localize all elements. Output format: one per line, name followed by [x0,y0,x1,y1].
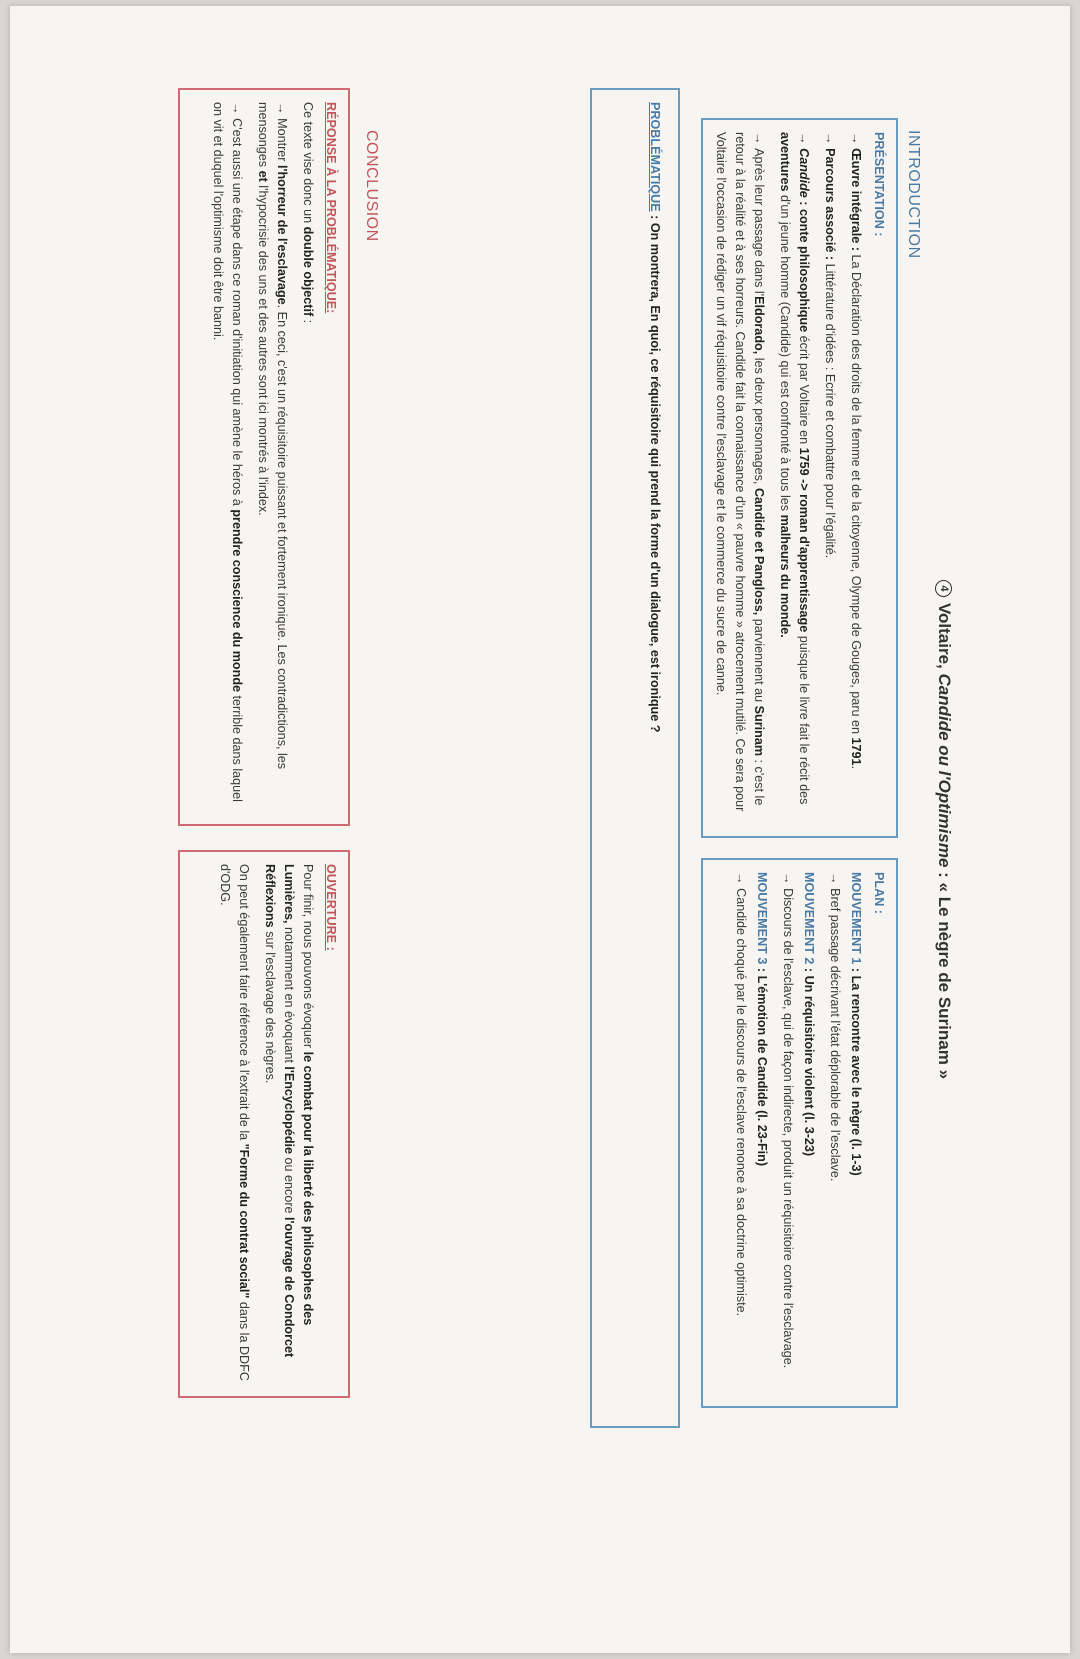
oeuvre-text: La Déclaration des droits de la femme et de la citoyenne, Olympe de Gouges, paru en [849,254,863,738]
candide-malheurs: malheurs du monde. [778,514,792,638]
apres-names: Candide et Pangloss, [752,487,766,616]
apres-line [711,132,768,824]
ouverture-box [178,850,350,1398]
candide-year: 1759 -> roman d'apprentissage [797,447,811,633]
apres-eldorado: Eldorado, [752,296,766,355]
movement-1-title [846,872,865,1394]
presentation-heading: PRÉSENTATION : [872,132,886,237]
reponse-p2-text-2: . En ceci, c'est un réquisitoire puissant et fortement ironique. Les contradictions, les mensonges [256,102,289,770]
candide-text-2: puisque le livre fait le récit des [797,632,811,805]
candide-title: Candide [797,148,811,198]
problematique-box [590,88,680,1428]
parcours-label: Parcours associé : [823,148,837,264]
movement-2-title [799,872,818,1394]
parcours-text: Littérature d'idées : Ecrire et combattre pour l'égalité. [823,263,837,559]
plan-heading: PLAN : [872,872,886,914]
reponse-p3-bold: prendre conscience du monde [230,509,244,693]
plan-box [701,858,898,1408]
ouverture-text-3: ou encore [282,1154,296,1218]
ouverture-bold-4: "Forme du contrat social" [237,1143,251,1299]
movement-2-name: : Un réquisitoire violent (l. 3-23) [802,964,816,1157]
reponse-box [178,88,350,826]
reponse-p3-text-1: → C'est aussi une étape dans ce roman d'initiation qui amène le héros à [230,102,244,510]
movement-2-desc: → Discours de l'esclave, qui de façon indirecte, produit un réquisitoire contre l'esclavage. [781,872,795,1369]
reponse-heading: RÉPONSE À LA PROBLÉMATIQUE: [324,102,338,314]
rotated-page [10,6,1070,1653]
paper-sheet [10,6,1070,1653]
reponse-point-2 [208,102,246,812]
ouverture-heading: OUVERTURE : [324,864,338,951]
title-author: Voltaire, [935,602,954,674]
conclusion-label: CONCLUSION [363,130,380,242]
movement-3-title [752,872,771,1394]
reponse-p3-text-2: terrible dans laquel on vit et duquel l'optimisme doit être banni. [211,102,244,802]
ouverture-text-6: dans la DDFC d'ODG. [218,864,251,1381]
apres-text-1: Après leur passage dans l' [752,148,766,297]
parcours-line [820,132,839,824]
ouverture-text-1: Pour finir, nous pouvons évoquer [301,864,315,1052]
candide-line [775,132,813,824]
reponse-text-1: Ce texte vise donc un [301,102,315,227]
candide-text-3: d'un jeune homme (Candide) qui est confronté à tous les [778,191,792,515]
page-title [934,6,954,1653]
movement-1-desc: → Bref passage décrivant l'état déplorable de l'esclave. [828,872,842,1182]
title-number: 4 [935,580,952,597]
movement-3-name: : L'émotion de Candide (l. 23-Fin) [755,964,769,1167]
oeuvre-year: 1791 [849,737,863,766]
ouverture-text-5: On peut également faire référence à l'extrait de la [237,864,251,1144]
apres-surinam: Surinam [752,705,766,757]
reponse-intro [298,102,317,812]
movement-1-name: : La rencontre avec le nègre (l. 1-3) [849,964,863,1176]
problematique-label: PROBLÉMATIQUE [648,102,662,212]
candide-genre: : conte philosophique [797,197,811,333]
ouverture-para-2 [215,864,253,1384]
oeuvre-label: Œuvre intégrale : [849,148,863,255]
ouverture-bold-1: le combat pour la liberté des philosophes des Lumières, [282,864,315,1326]
ouverture-bold-2: l'Encyclopédie [282,1066,296,1155]
oeuvre-end: . [849,765,863,770]
candide-text-1: écrit par Voltaire en [797,332,811,448]
arrow-icon: → [797,132,811,149]
ouverture-text-4: sur l'esclavage des nègres. [263,927,277,1084]
apres-text-4: : c'est le retour à la réalité et à ses horreurs. Candide fait la connaissance d'un « pauvre homme » atrocement mutilé. Ce sera pour Voltaire l'occasion de rédiger un vif réquisitoire contre l'esclavage et le commerce du sucre de canne. [714,132,766,812]
ouverture-text-2: notamment en évoquant [282,923,296,1067]
reponse-p2-text-1: → Montrer [275,102,289,165]
oeuvre-line [846,132,865,824]
reponse-point-1 [253,102,291,812]
apres-text-3: parviennent au [752,615,766,706]
movement-3-desc: → Candide choqué par le discours de l'esclave renonce à sa doctrine optimiste. [734,872,748,1317]
arrow-icon: → [823,132,837,149]
reponse-colon: : [301,316,315,324]
movement-3-label: MOUVEMENT 3 [755,872,769,965]
reponse-p2-text-3: l'hypocrisie des uns et des autres sont ici montrés à l'index. [256,181,270,516]
reponse-double-objectif: double objectif [301,226,315,317]
problematique-text: : On montrera, En quoi, ce réquisitoire qui prend la forme d'un dialogue, est ironique ? [648,211,662,733]
arrow-icon: → [849,132,863,149]
apres-text-2: les deux personnages, [752,354,766,488]
movement-1-label: MOUVEMENT 1 [849,872,863,965]
reponse-p2-bold: l'horreur de l'esclavage [275,164,289,305]
presentation-box [701,118,898,838]
title-rest: : « Le nègre de Surinam » [935,867,954,1080]
movement-2-label: MOUVEMENT 2 [802,872,816,965]
title-work: Candide ou l'Optimisme [935,673,954,868]
introduction-label: INTRODUCTION [905,130,922,259]
ouverture-para-1 [260,864,317,1384]
arrow-icon: → [752,132,766,149]
candide-aventures: aventures [778,132,792,192]
reponse-p2-bold-2: et [256,170,270,182]
ouverture-bold-3: l'ouvrage de Condorcet Réflexions [263,864,296,1358]
